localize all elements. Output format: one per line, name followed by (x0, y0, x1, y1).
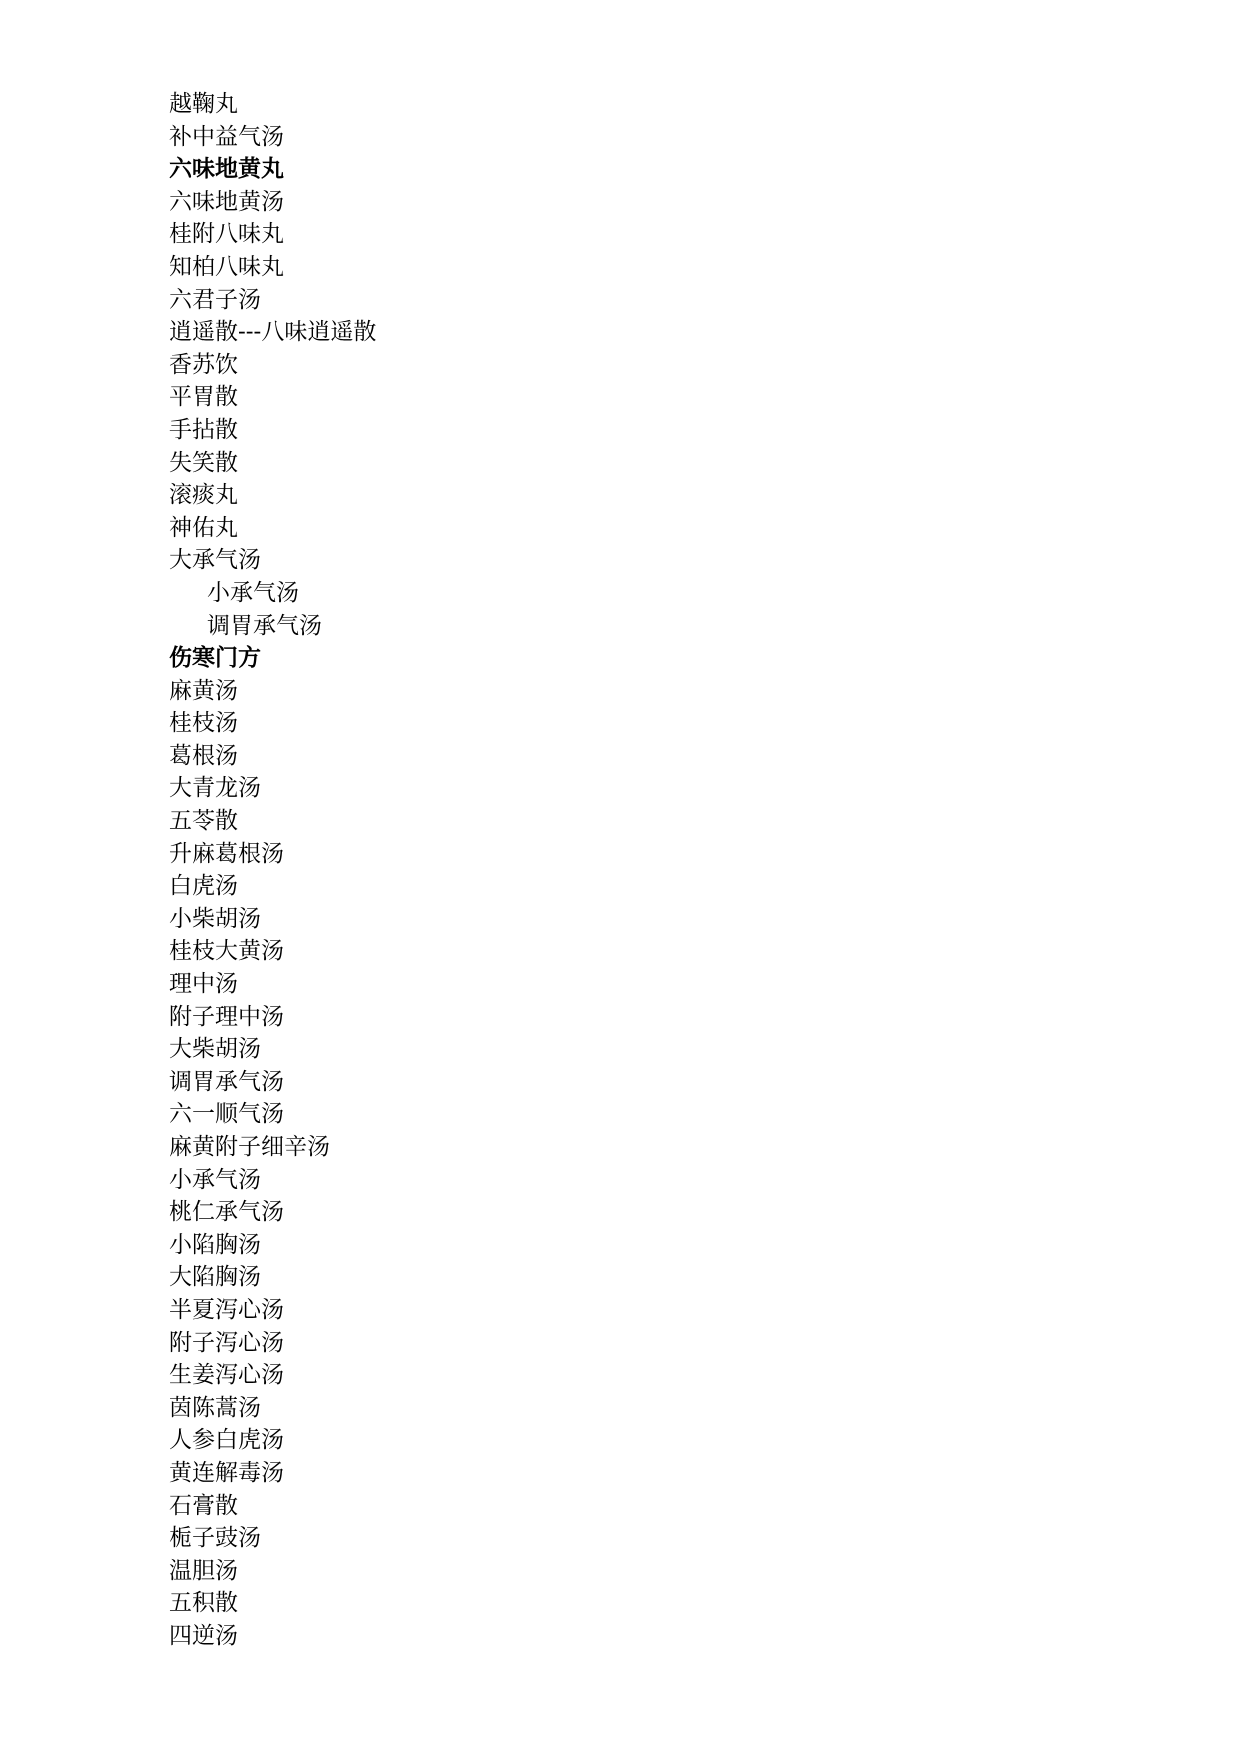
list-item: 桃仁承气汤 (169, 1199, 284, 1226)
list-item: 调胃承气汤 (169, 1068, 284, 1095)
list-item: 小承气汤 (169, 1166, 261, 1193)
list-item: 温胆汤 (169, 1557, 238, 1584)
list-item: 小陷胸汤 (169, 1231, 261, 1258)
section-heading: 伤寒门方 (169, 645, 261, 672)
list-item: 小柴胡汤 (169, 905, 261, 932)
list-item: 升麻葛根汤 (169, 840, 284, 867)
list-item: 麻黄汤 (169, 677, 238, 704)
list-item: 大柴胡汤 (169, 1036, 261, 1063)
list-item: 附子理中汤 (169, 1003, 284, 1030)
list-item: 四逆汤 (169, 1622, 238, 1649)
list-item: 大承气汤 (169, 547, 261, 574)
list-item: 补中益气汤 (169, 123, 284, 150)
list-item: 白虎汤 (169, 873, 238, 900)
list-item: 神佑丸 (169, 514, 238, 541)
list-item: 茵陈蒿汤 (169, 1394, 261, 1421)
list-item: 人参白虎汤 (169, 1427, 284, 1454)
list-item: 大青龙汤 (169, 775, 261, 802)
list-item: 六味地黄汤 (169, 188, 284, 215)
list-item: 桂枝大黄汤 (169, 938, 284, 965)
formula-list (169, 88, 376, 1653)
list-item: 栀子豉汤 (169, 1525, 261, 1552)
list-item: 逍遥散---八味逍遥散 (169, 319, 377, 346)
list-item: 桂附八味丸 (169, 221, 284, 248)
list-item: 知柏八味丸 (169, 253, 284, 280)
list-item: 五积散 (169, 1590, 238, 1617)
list-item: 理中汤 (169, 971, 238, 998)
list-item: 平胃散 (169, 384, 238, 411)
list-item: 附子泻心汤 (169, 1329, 284, 1356)
list-item: 香苏饮 (169, 351, 238, 378)
list-item: 黄连解毒汤 (169, 1459, 284, 1486)
sub-list-item: 调胃承气汤 (207, 612, 322, 639)
list-item: 六君子汤 (169, 286, 261, 313)
list-item: 六一顺气汤 (169, 1101, 284, 1128)
list-item: 半夏泻心汤 (169, 1296, 284, 1323)
list-item: 生姜泻心汤 (169, 1362, 284, 1389)
list-item: 石膏散 (169, 1492, 238, 1519)
sub-list-item: 小承气汤 (207, 579, 299, 606)
list-item: 葛根汤 (169, 742, 238, 769)
list-item: 滚痰丸 (169, 482, 238, 509)
list-item: 桂枝汤 (169, 710, 238, 737)
list-item: 大陷胸汤 (169, 1264, 261, 1291)
list-item: 失笑散 (169, 449, 238, 476)
list-item: 麻黄附子细辛汤 (169, 1134, 330, 1160)
list-item: 手拈散 (169, 416, 238, 443)
list-item: 五苓散 (169, 808, 238, 835)
list-item: 越鞠丸 (169, 91, 238, 117)
section-heading: 六味地黄丸 (169, 156, 284, 183)
